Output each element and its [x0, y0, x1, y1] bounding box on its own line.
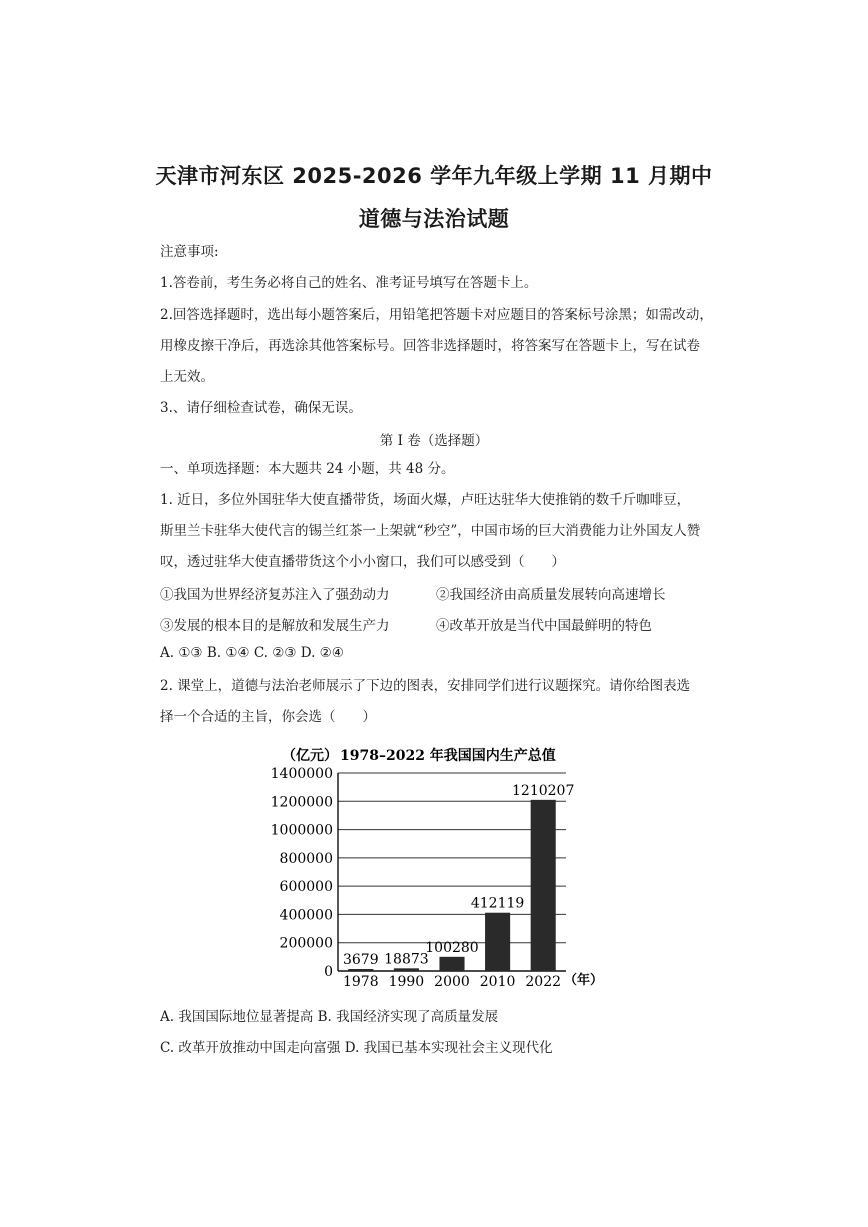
q1-statement-2: ②我国经济由高质量发展转向高速增长 — [436, 587, 666, 603]
notice-item-1: 1.答卷前，考生务必将自己的姓名、准考证号填写在答题卡上。 — [160, 275, 538, 291]
chart-x-tick-label: 1990 — [388, 974, 425, 990]
q2-stem-line-2: 择一个合适的主旨，你会选（ ） — [160, 709, 376, 725]
q1-answer-choices: A. ①③ B. ①④ C. ②③ D. ②④ — [160, 645, 344, 661]
chart-y-tick-label: 600000 — [279, 879, 333, 896]
chart-y-tick-label: 200000 — [279, 935, 333, 952]
chart-y-tick-label: 1400000 — [270, 766, 333, 782]
notice-item-3: 3.、请仔细检查试卷，确保无误。 — [160, 400, 362, 416]
chart-bar — [394, 968, 419, 971]
q1-statement-4: ④改革开放是当代中国最鲜明的特色 — [436, 618, 652, 634]
chart-data-label: 3679 — [342, 952, 379, 968]
q1-statement-1: ①我国为世界经济复苏注入了强劲动力 — [160, 587, 390, 603]
notice-heading: 注意事项: — [160, 244, 219, 260]
chart-bar — [439, 957, 464, 971]
gdp-bar-chart — [268, 740, 608, 990]
chart-x-axis-label: （年） — [564, 973, 604, 988]
chart-x-tick-label: 2022 — [525, 974, 562, 990]
gdp-chart-svg — [268, 740, 608, 990]
q1-statement-3: ③发展的根本目的是解放和发展生产力 — [160, 618, 390, 634]
chart-data-label: 412119 — [470, 895, 525, 912]
chart-bar — [348, 969, 373, 971]
q1-stem-line-1: 1. 近日，多位外国驻华大使直播带货，场面火爆，卢旺达驻华大使推销的数千斤咖啡豆， — [160, 492, 691, 508]
chart-unit-label: （亿元） — [282, 748, 338, 764]
chart-x-tick-label: 2000 — [434, 974, 470, 990]
chart-data-label: 1210207 — [512, 782, 575, 799]
notice-item-2-line-1: 2.回答选择题时，选出每小题答案后，用铅笔把答题卡对应题目的答案标号涂黑；如需改动， — [160, 307, 713, 323]
q2-options-c-d: C. 改革开放推动中国走向富强 D. 我国已基本实现社会主义现代化 — [160, 1040, 553, 1056]
q2-options-a-b: A. 我国国际地位显著提高 B. 我国经济实现了高质量发展 — [160, 1009, 499, 1025]
chart-x-tick-label: 1978 — [342, 974, 379, 990]
notice-item-2-line-3: 上无效。 — [160, 369, 214, 385]
chart-data-label: 100280 — [425, 939, 479, 956]
chart-y-tick-label: 1200000 — [270, 794, 333, 811]
chart-bar — [485, 913, 510, 971]
exam-title: 天津市河东区 2025-2026 学年九年级上学期 11 月期中 — [155, 164, 713, 188]
chart-data-label: 18873 — [384, 951, 429, 968]
part-heading: 一、单项选择题：本大题共 24 小题，共 48 分。 — [160, 461, 455, 477]
exam-subject-title: 道德与法治试题 — [358, 207, 510, 231]
volume-heading: 第 I 卷（选择题） — [379, 433, 489, 449]
chart-bar — [531, 800, 556, 971]
chart-y-tick-label: 800000 — [279, 850, 333, 867]
chart-y-tick-label: 1000000 — [270, 822, 333, 839]
chart-x-tick-label: 2010 — [479, 974, 516, 990]
q2-stem-line-1: 2. 课堂上，道德与法治老师展示了下边的图表，安排同学们进行议题探究。请你给图表选 — [160, 678, 691, 694]
q1-stem-line-3: 叹，透过驻华大使直播带货这个小小窗口，我们可以感受到（ ） — [160, 554, 565, 570]
chart-y-tick-label: 400000 — [279, 907, 333, 924]
chart-y-tick-label: 0 — [324, 964, 333, 980]
notice-item-2-line-2: 用橡皮擦干净后，再选涂其他答案标号。回答非选择题时，将答案写在答题卡上，写在试卷 — [160, 338, 700, 354]
q1-stem-line-2: 斯里兰卡驻华大使代言的锡兰红茶一上架就“秒空”，中国市场的巨大消费能力让外国友人赞 — [160, 523, 701, 539]
chart-title: 1978–2022 年我国国内生产总值 — [340, 748, 556, 764]
